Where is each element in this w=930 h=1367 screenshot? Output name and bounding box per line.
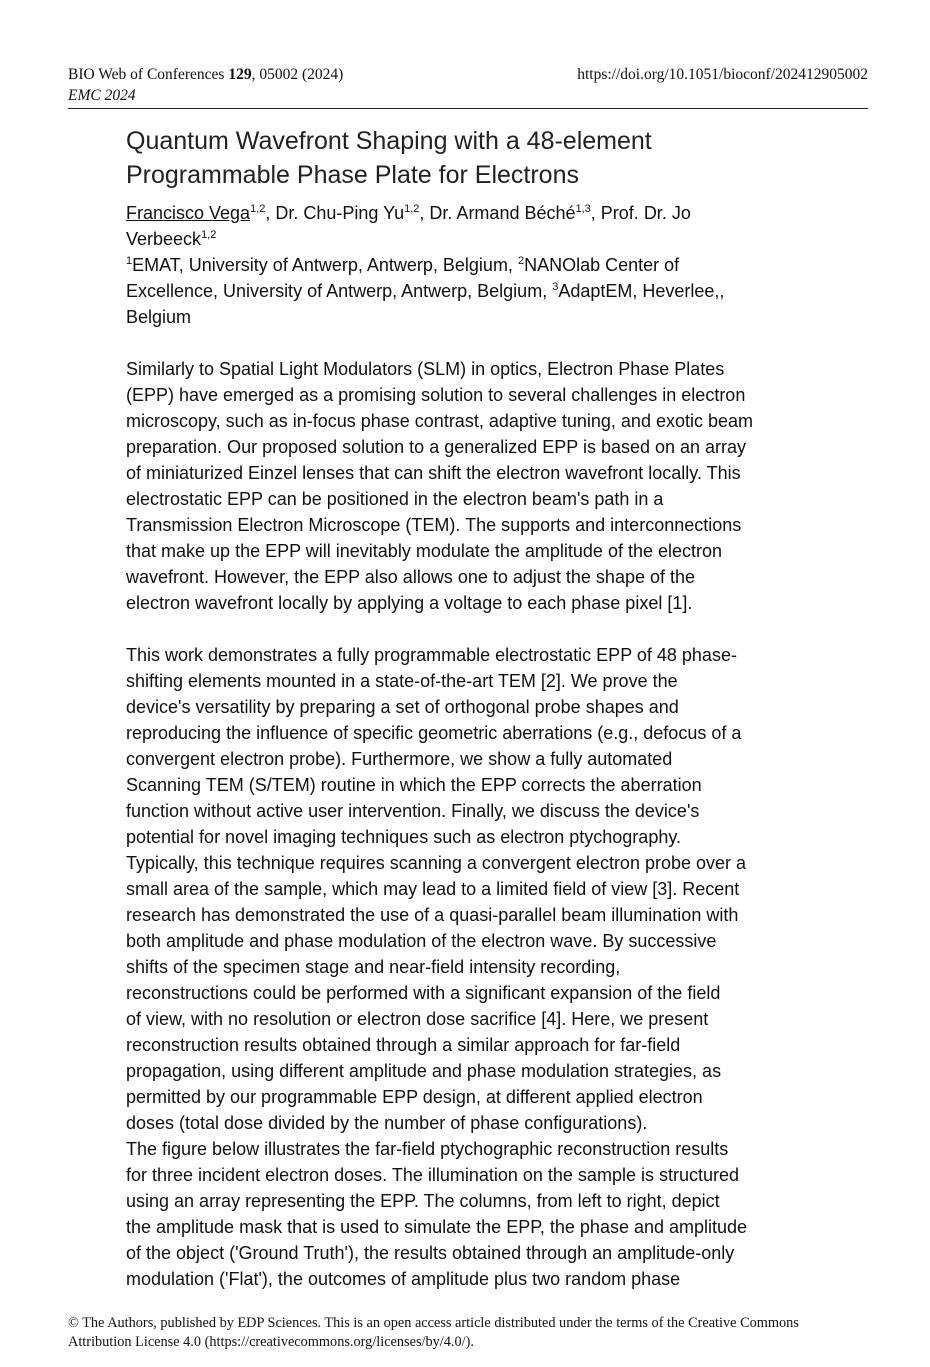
license-line-2: Attribution License 4.0 (https://creativecommons.org/licenses/by/4.0/). bbox=[68, 1334, 474, 1350]
affil-text: AdaptEM, Heverlee,, bbox=[558, 281, 725, 301]
journal-citation bbox=[68, 64, 343, 85]
body-line: research has demonstrated the use of a quasi-parallel beam illumination with bbox=[126, 905, 739, 925]
body-line: doses (total dose divided by the number of phase configurations). bbox=[126, 1113, 648, 1133]
journal-name: BIO Web of Conferences bbox=[68, 66, 225, 83]
title-line-1: Quantum Wavefront Shaping with a 48-element bbox=[126, 127, 652, 155]
body-line: device's versatility by preparing a set of orthogonal probe shapes and bbox=[126, 697, 679, 717]
body-line: permitted by our programmable EPP design, at different applied electron bbox=[126, 1087, 703, 1107]
affil-text: NANOlab Center of bbox=[524, 255, 680, 275]
body-line: of miniaturized Einzel lenses that can shift the electron wavefront locally. This bbox=[126, 463, 741, 483]
author-affil-sup: 1,2 bbox=[404, 203, 420, 215]
author-name: Francisco Vega bbox=[126, 203, 251, 223]
body-line: wavefront. However, the EPP also allows one to adjust the shape of the bbox=[126, 567, 696, 587]
license-footer bbox=[68, 1314, 868, 1352]
body-line: for three incident electron doses. The illumination on the sample is structured bbox=[126, 1165, 739, 1185]
body-line: function without active user intervention. Finally, we discuss the device's bbox=[126, 801, 700, 821]
body-line: (EPP) have emerged as a promising solution to several challenges in electron bbox=[126, 385, 746, 405]
author-name: , Dr. Armand Béché bbox=[419, 203, 576, 223]
affil-text: Excellence, University of Antwerp, Antwerp, Belgium, bbox=[126, 281, 553, 301]
affil-text: Belgium bbox=[126, 307, 192, 327]
body-line: modulation ('Flat'), the outcomes of amplitude plus two random phase bbox=[126, 1269, 681, 1289]
author-affil-sup: 1,2 bbox=[250, 203, 266, 215]
body-line: using an array representing the EPP. The columns, from left to right, depict bbox=[126, 1191, 720, 1211]
body-line: This work demonstrates a fully programmable electrostatic EPP of 48 phase- bbox=[126, 645, 737, 665]
author-list bbox=[126, 200, 816, 252]
affil-sup: 1 bbox=[126, 255, 133, 267]
body-line: shifts of the specimen stage and near-field intensity recording, bbox=[126, 957, 621, 977]
body-line: electrostatic EPP can be positioned in the electron beam's path in a bbox=[126, 489, 664, 509]
author-name: , Prof. Dr. Jo bbox=[590, 203, 691, 223]
body-line: reproducing the influence of specific geometric aberrations (e.g., defocus of a bbox=[126, 723, 742, 743]
body-line: Transmission Electron Microscope (TEM). The supports and interconnections bbox=[126, 515, 742, 535]
author-affil-sup: 1,2 bbox=[201, 229, 217, 241]
body-line: shifting elements mounted in a state-of-the-art TEM [2]. We prove the bbox=[126, 671, 678, 691]
body-line: of the object ('Ground Truth'), the results obtained through an amplitude-only bbox=[126, 1243, 735, 1263]
affil-sup: 2 bbox=[517, 255, 525, 267]
body-paragraph-2 bbox=[126, 642, 816, 1292]
license-line-1: © The Authors, published by EDP Sciences. This is an open access article distributed under the terms of the Creative Commons bbox=[68, 1315, 799, 1331]
body-line: Scanning TEM (S/TEM) routine in which the EPP corrects the aberration bbox=[126, 775, 702, 795]
affil-text: EMAT, University of Antwerp, Antwerp, Belgium, bbox=[132, 255, 518, 275]
body-line: potential for novel imaging techniques such as electron ptychography. bbox=[126, 827, 682, 847]
volume-number: 129 bbox=[228, 66, 252, 83]
body-line: reconstructions could be performed with a significant expansion of the field bbox=[126, 983, 721, 1003]
author-name: Verbeeck bbox=[126, 229, 202, 249]
title-line-2: Programmable Phase Plate for Electrons bbox=[126, 161, 579, 189]
author-name: , Dr. Chu-Ping Yu bbox=[265, 203, 405, 223]
body-line: both amplitude and phase modulation of the electron wave. By successive bbox=[126, 931, 717, 951]
article-number: , 05002 (2024) bbox=[251, 66, 344, 83]
conference-venue: EMC 2024 bbox=[68, 87, 136, 104]
doi-link[interactable]: https://doi.org/10.1051/bioconf/202412905002 bbox=[577, 66, 868, 83]
body-line: reconstruction results obtained through a similar approach for far-field bbox=[126, 1035, 681, 1055]
header-rule bbox=[68, 108, 868, 109]
body-line: preparation. Our proposed solution to a generalized EPP is based on an array bbox=[126, 437, 747, 457]
body-line: Similarly to Spatial Light Modulators (SLM) in optics, Electron Phase Plates bbox=[126, 359, 725, 379]
author-affil-sup: 1,3 bbox=[575, 203, 591, 215]
body-line: electron wavefront locally by applying a voltage to each phase pixel [1]. bbox=[126, 593, 693, 613]
body-line: convergent electron probe). Furthermore, we show a fully automated bbox=[126, 749, 673, 769]
article-content bbox=[126, 124, 816, 1292]
article-title bbox=[126, 124, 816, 192]
body-line: that make up the EPP will inevitably modulate the amplitude of the electron bbox=[126, 541, 723, 561]
body-paragraph-1 bbox=[126, 356, 816, 616]
body-line: microscopy, such as in-focus phase contrast, adaptive tuning, and exotic beam bbox=[126, 411, 754, 431]
body-line: of view, with no resolution or electron dose sacrifice [4]. Here, we present bbox=[126, 1009, 709, 1029]
body-line: propagation, using different amplitude and phase modulation strategies, as bbox=[126, 1061, 722, 1081]
body-line: the amplitude mask that is used to simulate the EPP, the phase and amplitude bbox=[126, 1217, 748, 1237]
body-line: small area of the sample, which may lead to a limited field of view [3]. Recent bbox=[126, 879, 740, 899]
affil-sup: 3 bbox=[552, 281, 559, 293]
body-line: Typically, this technique requires scanning a convergent electron probe over a bbox=[126, 853, 747, 873]
body-line: The figure below illustrates the far-field ptychographic reconstruction results bbox=[126, 1139, 729, 1159]
affiliations bbox=[126, 252, 816, 330]
